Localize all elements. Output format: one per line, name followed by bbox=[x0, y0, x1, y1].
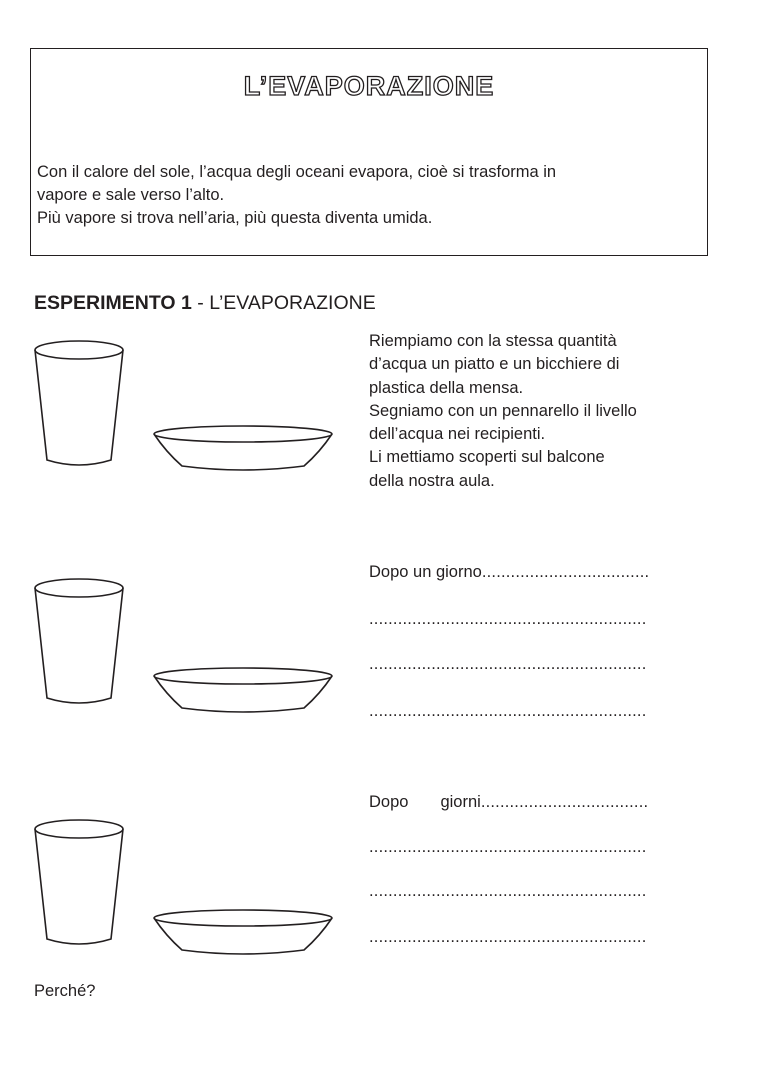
glass-illustration bbox=[30, 336, 130, 471]
experiment-heading bbox=[34, 292, 376, 315]
instruction-line: dell’acqua nei recipienti. bbox=[369, 425, 546, 444]
days-label-start: Dopo bbox=[369, 793, 409, 811]
answer-line: .......................................................... bbox=[369, 838, 647, 856]
question-label: Perché? bbox=[34, 982, 96, 1000]
instruction-line: d’acqua un piatto e un bicchiere di bbox=[369, 355, 620, 374]
intro-line: Più vapore si trova nell’aria, più questa diventa umida. bbox=[37, 209, 433, 227]
instruction-line: della nostra aula. bbox=[369, 471, 495, 490]
instruction-line: Li mettiamo scoperti sul balcone bbox=[369, 448, 605, 467]
plate-illustration bbox=[150, 422, 336, 474]
plate-illustration bbox=[150, 906, 336, 958]
experiment-heading-number: ESPERIMENTO 1 bbox=[34, 292, 192, 314]
intro-line: Con il calore del sole, l’acqua degli oceani evapora, cioè si trasforma in bbox=[37, 163, 557, 181]
experiment-heading-title: - L’EVAPORAZIONE bbox=[191, 292, 376, 314]
answer-line: .......................................................... bbox=[369, 610, 647, 628]
days-label-end: giorni bbox=[440, 793, 481, 811]
instruction-line: Segniamo con un pennarello il livello bbox=[369, 401, 637, 420]
glass-illustration bbox=[30, 574, 130, 709]
instruction-line: Riempiamo con la stessa quantità bbox=[369, 332, 617, 350]
answer-line: .......................................................... bbox=[369, 702, 647, 720]
answer-line: .......................................................... bbox=[369, 655, 647, 673]
day-one-label: Dopo un giorno bbox=[369, 563, 482, 581]
answer-dots: ................................... bbox=[480, 793, 649, 811]
intro-line: vapore e sale verso l’alto. bbox=[37, 186, 225, 204]
answer-line: .......................................................... bbox=[369, 928, 647, 946]
page-title: L’EVAPORAZIONE bbox=[243, 71, 495, 101]
day-one-prompt bbox=[369, 563, 649, 582]
days-prompt bbox=[369, 793, 648, 812]
answer-dots: ................................... bbox=[481, 563, 650, 581]
answer-line: .......................................................... bbox=[369, 882, 647, 900]
plate-illustration bbox=[150, 664, 336, 716]
instruction-line: plastica della mensa. bbox=[369, 378, 524, 397]
intro-box bbox=[30, 48, 708, 256]
instructions bbox=[369, 330, 729, 493]
intro-text bbox=[37, 161, 697, 230]
glass-illustration bbox=[30, 815, 130, 950]
